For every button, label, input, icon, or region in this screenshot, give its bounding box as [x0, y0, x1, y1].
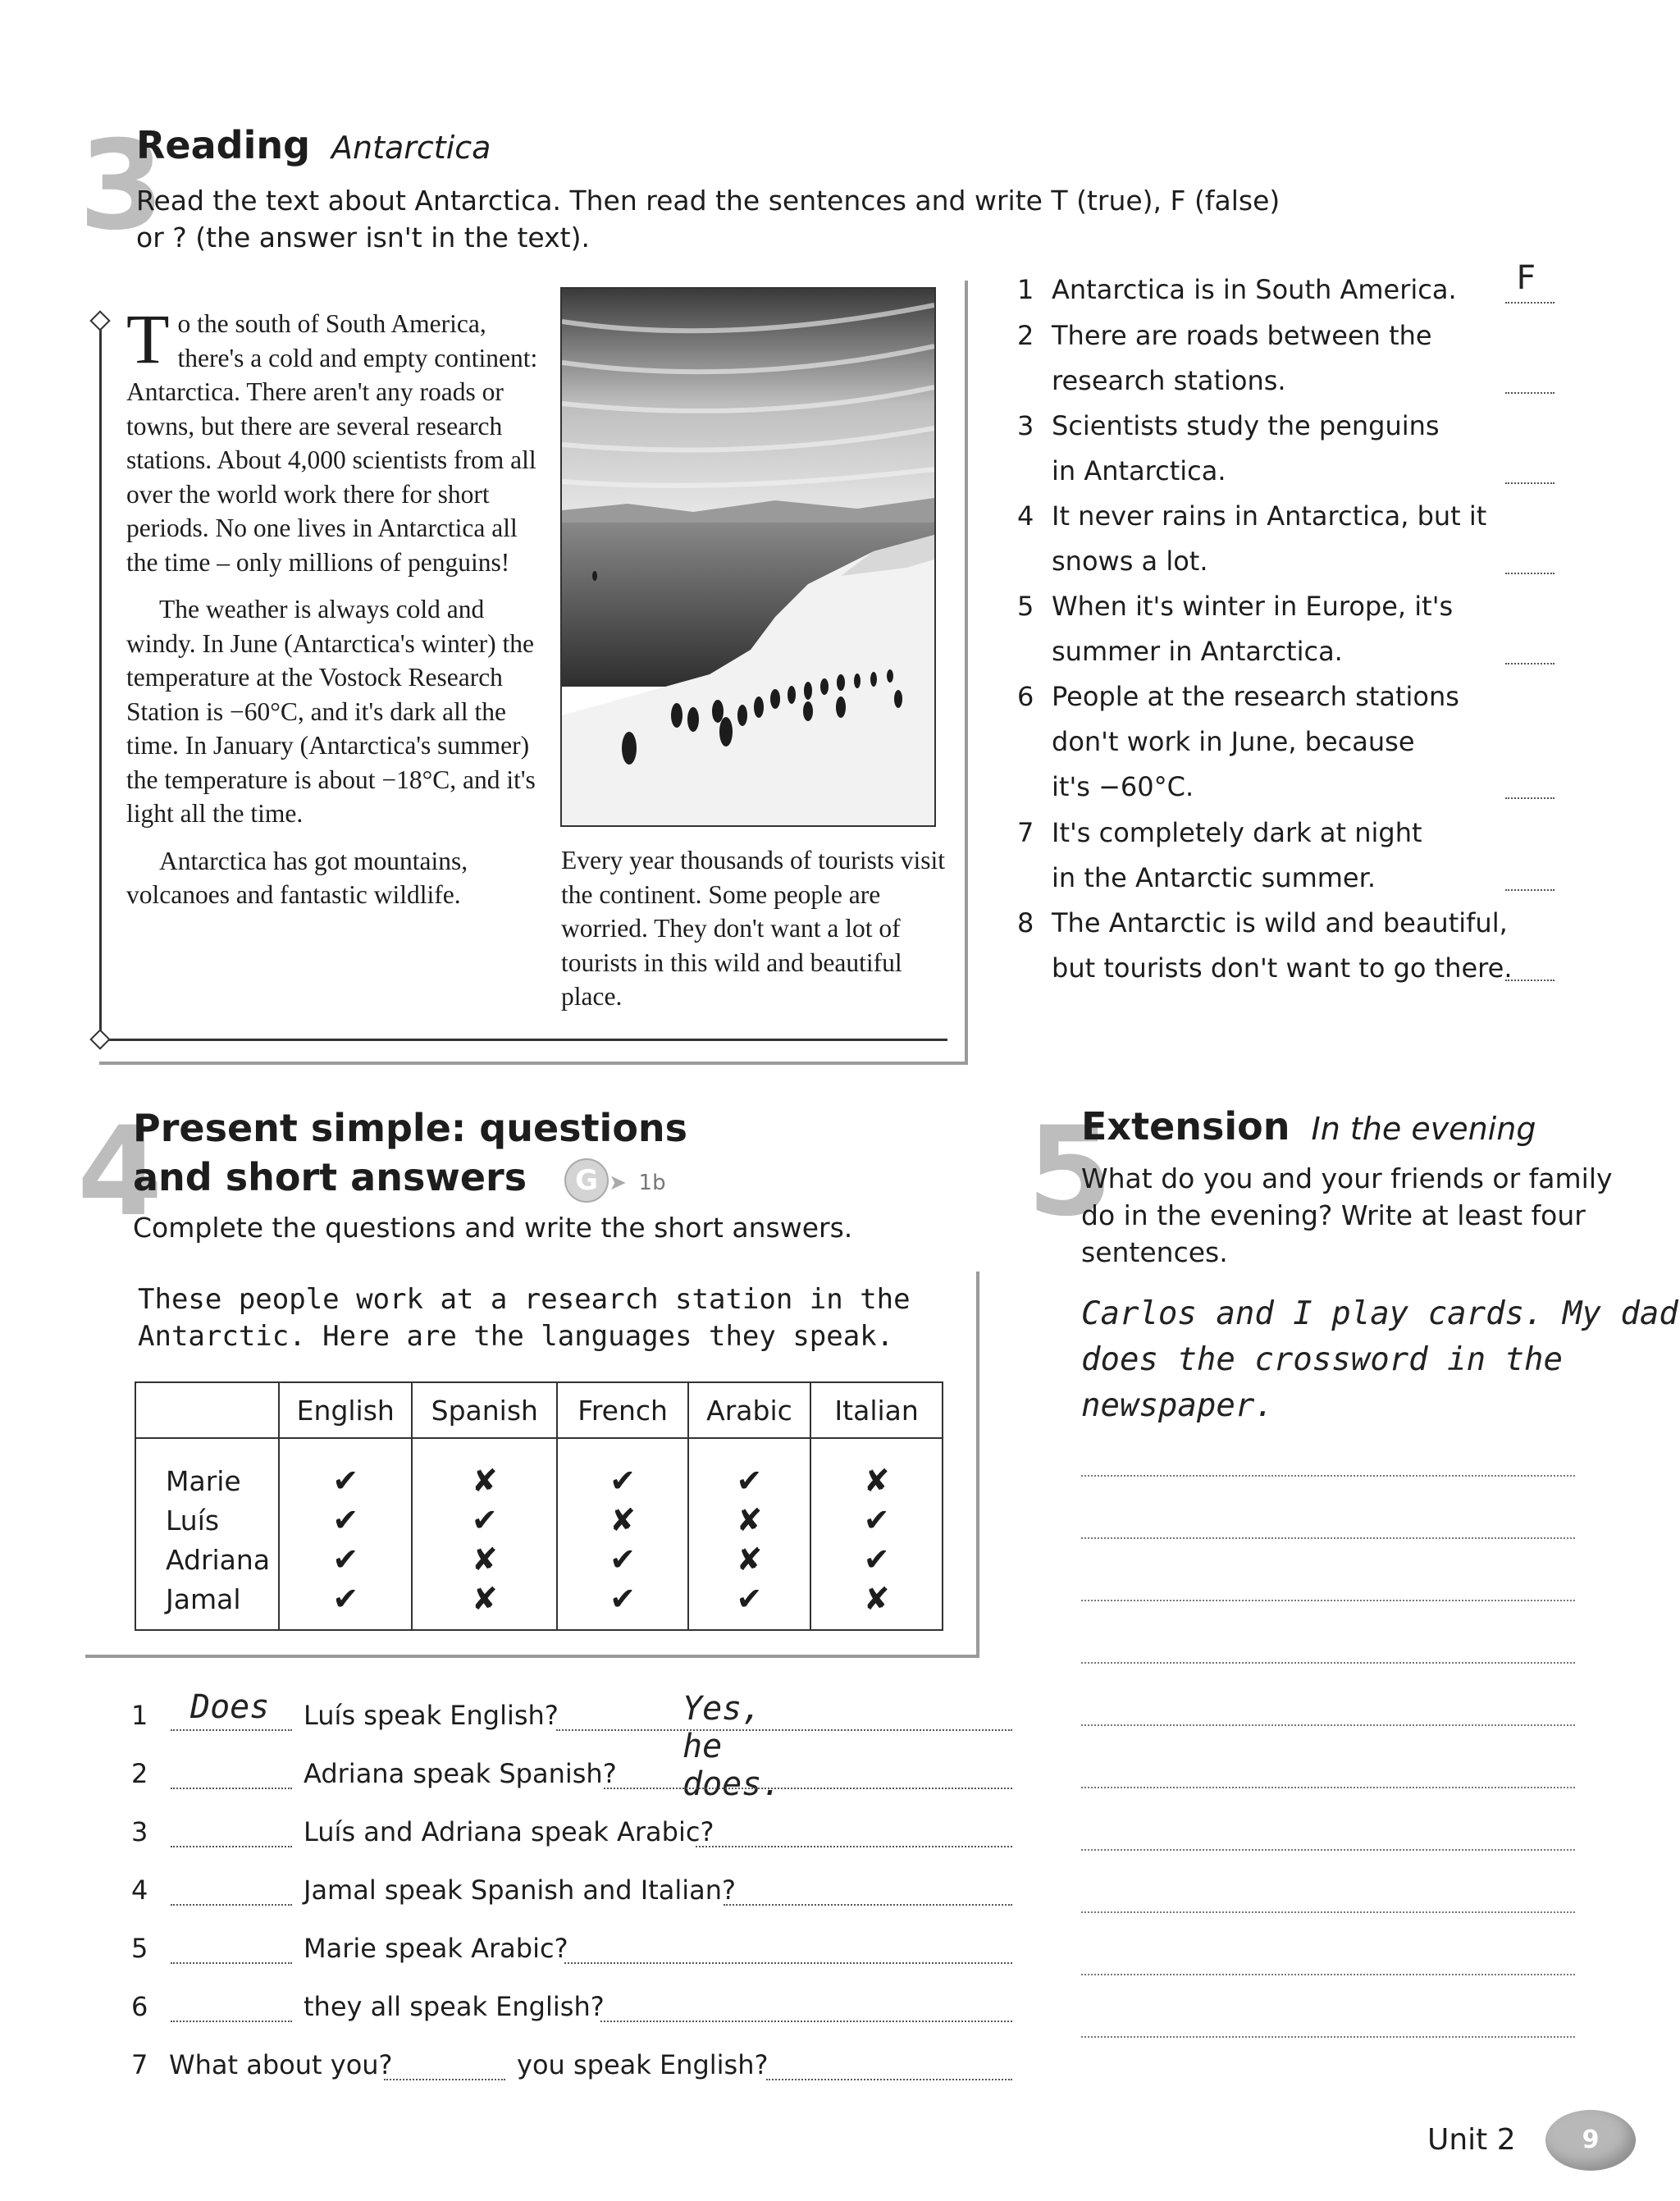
language-mark: ✔ — [279, 1540, 412, 1579]
tf-item-text: in Antarctica. — [1052, 455, 1226, 486]
tf-item-text: snows a lot. — [1052, 546, 1208, 577]
example-answer-line: Carlos and I play cards. My dad — [1081, 1295, 1678, 1332]
answer-line[interactable] — [604, 1788, 1012, 1789]
paragraph-1-text: o the south of South America, there's a cold and empty continent: Antarctica. There aren't any roads or towns, but there are several research stations. About 4,000 scientists from all over the world work there for short periods. No one lives in Antarctica all the time – only millions of penguins! — [126, 309, 538, 577]
question-number: 2 — [131, 1758, 148, 1789]
section-3-title-text: Reading — [136, 123, 311, 167]
reading-box-right-border — [965, 281, 968, 1064]
page-number: 9 — [1582, 2126, 1600, 2154]
diamond-icon — [89, 1029, 110, 1049]
table-header: Spanish — [412, 1382, 557, 1438]
question-text: Luís speak English? — [304, 1700, 559, 1731]
person-name: Luís — [135, 1500, 279, 1540]
tf-answer-line-5[interactable] — [1505, 663, 1554, 664]
tf-item-text: research stations. — [1052, 365, 1286, 396]
paragraph-1 — [126, 299, 538, 579]
question-blank[interactable] — [171, 1846, 292, 1847]
answer-line[interactable] — [766, 2079, 1012, 2080]
antarctica-penguins-photo — [560, 287, 936, 827]
tf-item-number: 8 — [1017, 907, 1034, 938]
table-row — [135, 1438, 943, 1500]
question-blank[interactable] — [384, 2079, 505, 2080]
tf-item-text: When it's winter in Europe, it's — [1052, 591, 1454, 622]
reading-text — [126, 299, 538, 912]
tf-item-number: 7 — [1017, 817, 1034, 848]
section-3-title — [136, 123, 491, 167]
arrow-icon: ➤ — [609, 1171, 627, 1195]
tf-answer-line-6[interactable] — [1505, 797, 1554, 799]
paragraph-2: The weather is always cold and windy. In June (Antarctica's winter) the temperature at the Vostock Research Station is −60°C, and it's dark all the time. In January (Antarctica's summer) the temperature is about −18°C, and it's light all the time. — [126, 595, 536, 828]
section-4-title-line-1: Present simple: questions — [133, 1106, 688, 1150]
language-mark: ✔ — [557, 1540, 687, 1579]
reading-box-left-border — [99, 322, 102, 1040]
tf-answer-line-8[interactable] — [1505, 979, 1554, 981]
tf-answer-1[interactable]: F — [1516, 259, 1536, 297]
question-text: Jamal speak Spanish and Italian? — [304, 1875, 737, 1906]
language-mark: ✔ — [279, 1438, 412, 1500]
grammar-ref-label: 1b — [638, 1171, 666, 1195]
table-header: French — [557, 1382, 687, 1438]
language-mark: ✔ — [279, 1579, 412, 1630]
section-3-instruction-line-2: or ? (the answer isn't in the text). — [136, 221, 590, 253]
grammar-reference[interactable] — [564, 1153, 665, 1208]
table-row — [135, 1579, 943, 1630]
language-table — [135, 1381, 943, 1631]
question-text: you speak English? — [517, 2049, 769, 2080]
grammar-g-icon: G — [564, 1158, 609, 1203]
page-number-badge — [1545, 2110, 1636, 2171]
question-number: 4 — [131, 1875, 148, 1906]
section-4-title — [133, 1104, 687, 1208]
tf-answer-line-2[interactable] — [1505, 392, 1554, 394]
tf-item-text: It's completely dark at night — [1052, 817, 1422, 848]
question-text: Adriana speak Spanish? — [304, 1758, 617, 1789]
tf-item-number: 1 — [1017, 274, 1034, 305]
table-corner-cell — [135, 1382, 279, 1438]
table-header: Arabic — [688, 1382, 811, 1438]
question-number: 6 — [131, 1991, 148, 2022]
tf-answer-line-4[interactable] — [1505, 573, 1554, 574]
tf-answer-line-3[interactable] — [1505, 482, 1554, 484]
tf-item-text: it's −60°C. — [1052, 771, 1194, 802]
section-5-instruction-line: do in the evening? Write at least four — [1081, 1199, 1586, 1231]
tf-item-number: 6 — [1017, 681, 1034, 712]
writing-line[interactable] — [1081, 1662, 1575, 1664]
answer-line[interactable] — [696, 1846, 1012, 1847]
language-mark: ✔ — [557, 1438, 687, 1500]
photo-illustration — [562, 289, 934, 825]
person-name: Adriana — [135, 1540, 279, 1579]
section-5-instruction-line: sentences. — [1081, 1236, 1228, 1268]
writing-line[interactable] — [1081, 2036, 1575, 2038]
reading-box-bottom-border — [99, 1039, 947, 1041]
paragraph-4: Every year thousands of tourists visit the continent. Some people are worried. They don't want a lot of tourists in this wild and beautiful place. — [561, 846, 946, 1011]
question-number: 7 — [131, 2049, 148, 2080]
writing-line[interactable] — [1081, 1475, 1575, 1477]
language-box-right-border — [976, 1272, 979, 1657]
language-mark: ✘ — [412, 1579, 557, 1630]
tf-item-number: 2 — [1017, 320, 1034, 351]
section-3-number: 3 — [79, 115, 160, 258]
language-mark: ✔ — [412, 1500, 557, 1540]
question-prefix: What about you? — [169, 2049, 393, 2080]
section-4-title-line-2-text: and short answers — [133, 1155, 527, 1199]
tf-item-text: There are roads between the — [1052, 320, 1432, 351]
table-row — [135, 1500, 943, 1540]
question-number: 1 — [131, 1700, 148, 1731]
table-row — [135, 1540, 943, 1579]
section-5-instruction — [1081, 1160, 1655, 1271]
example-answer[interactable] — [1081, 1291, 1678, 1429]
writing-line[interactable] — [1081, 1911, 1575, 1913]
tf-item-text: don't work in June, because — [1052, 726, 1415, 757]
question-fill[interactable]: Does — [190, 1688, 270, 1726]
language-mark: ✔ — [810, 1500, 943, 1540]
tf-item-text: in the Antarctic summer. — [1052, 862, 1376, 893]
example-answer-line: does the crossword in the — [1081, 1341, 1563, 1378]
question-blank[interactable] — [171, 1788, 292, 1789]
section-3-instruction — [136, 182, 1285, 256]
tf-item-text: People at the research stations — [1052, 681, 1459, 712]
section-5-title — [1081, 1104, 1536, 1148]
drop-cap: T — [126, 299, 170, 378]
language-mark: ✘ — [412, 1438, 557, 1500]
tf-item-text: but tourists don't want to go there. — [1052, 952, 1513, 984]
answer-line[interactable] — [556, 1729, 1012, 1731]
language-mark: ✘ — [810, 1579, 943, 1630]
language-intro: These people work at a research station in the Antarctic. Here are the languages they speak. — [138, 1283, 911, 1353]
writing-line[interactable] — [1081, 1724, 1575, 1726]
language-mark: ✔ — [688, 1438, 811, 1500]
answer-line[interactable] — [564, 1962, 1012, 1964]
section-4-number: 4 — [77, 1101, 158, 1244]
writing-line[interactable] — [1081, 1600, 1575, 1601]
tf-item-number: 5 — [1017, 591, 1034, 622]
language-mark: ✔ — [688, 1579, 811, 1630]
tf-item-number: 3 — [1017, 410, 1034, 441]
writing-line[interactable] — [1081, 1787, 1575, 1788]
section-5-instruction-line: What do you and your friends or family — [1081, 1162, 1613, 1194]
section-5-number: 5 — [1027, 1101, 1108, 1244]
unit-label: Unit 2 — [1427, 2123, 1516, 2157]
answer-line[interactable] — [600, 2021, 1012, 2022]
tf-item-text: Antarctica is in South America. — [1052, 274, 1457, 305]
diamond-icon — [89, 310, 110, 331]
section-5-title-text: Extension — [1081, 1104, 1290, 1148]
question-text: Marie speak Arabic? — [304, 1933, 568, 1964]
writing-line[interactable] — [1081, 1537, 1575, 1539]
question-number: 3 — [131, 1816, 148, 1847]
tf-item-text: summer in Antarctica. — [1052, 636, 1343, 667]
paragraph-3: Antarctica has got mountains, volcanoes and fantastic wildlife. — [126, 846, 468, 909]
writing-line[interactable] — [1081, 1849, 1575, 1851]
language-mark: ✘ — [688, 1500, 811, 1540]
language-mark: ✘ — [557, 1500, 687, 1540]
question-number: 5 — [131, 1933, 148, 1964]
table-header: English — [279, 1382, 412, 1438]
answer-line[interactable] — [724, 1904, 1012, 1906]
section-3-instruction-line-1: Read the text about Antarctica. Then read the sentences and write T (true), F (false) — [136, 185, 1281, 217]
writing-line[interactable] — [1081, 1974, 1575, 1975]
reading-box-shadow — [99, 1062, 968, 1065]
tf-item-number: 4 — [1017, 500, 1034, 532]
tf-item-text: The Antarctic is wild and beautiful, — [1052, 907, 1508, 938]
section-4-title-line-2 — [133, 1153, 687, 1208]
section-5-subtitle: In the evening — [1311, 1111, 1536, 1147]
question-text: Luís and Adriana speak Arabic? — [304, 1816, 714, 1847]
language-mark: ✔ — [810, 1540, 943, 1579]
person-name: Marie — [135, 1438, 279, 1500]
question-text: they all speak English? — [304, 1991, 605, 2022]
language-mark: ✘ — [810, 1438, 943, 1500]
section-4-instruction: Complete the questions and write the short answers. — [133, 1212, 853, 1244]
tf-answer-line-1[interactable] — [1505, 302, 1554, 304]
question-blank[interactable] — [171, 2021, 292, 2022]
example-answer-line: newspaper. — [1081, 1387, 1274, 1424]
table-header: Italian — [810, 1382, 943, 1438]
language-mark: ✔ — [557, 1579, 687, 1630]
tf-answer-line-7[interactable] — [1505, 889, 1554, 891]
table-header-row — [135, 1382, 943, 1438]
person-name: Jamal — [135, 1579, 279, 1630]
language-mark: ✘ — [688, 1540, 811, 1579]
language-mark: ✘ — [412, 1540, 557, 1579]
question-blank[interactable] — [171, 1904, 292, 1906]
language-mark: ✔ — [279, 1500, 412, 1540]
tf-item-text: It never rains in Antarctica, but it — [1052, 500, 1487, 532]
question-blank[interactable] — [171, 1729, 292, 1731]
tf-item-text: Scientists study the penguins — [1052, 410, 1440, 441]
answer-text[interactable]: Yes, he does. — [682, 1690, 782, 1803]
section-3-subtitle: Antarctica — [331, 130, 491, 166]
question-blank[interactable] — [171, 1962, 292, 1964]
language-box-bottom-border — [85, 1655, 979, 1658]
